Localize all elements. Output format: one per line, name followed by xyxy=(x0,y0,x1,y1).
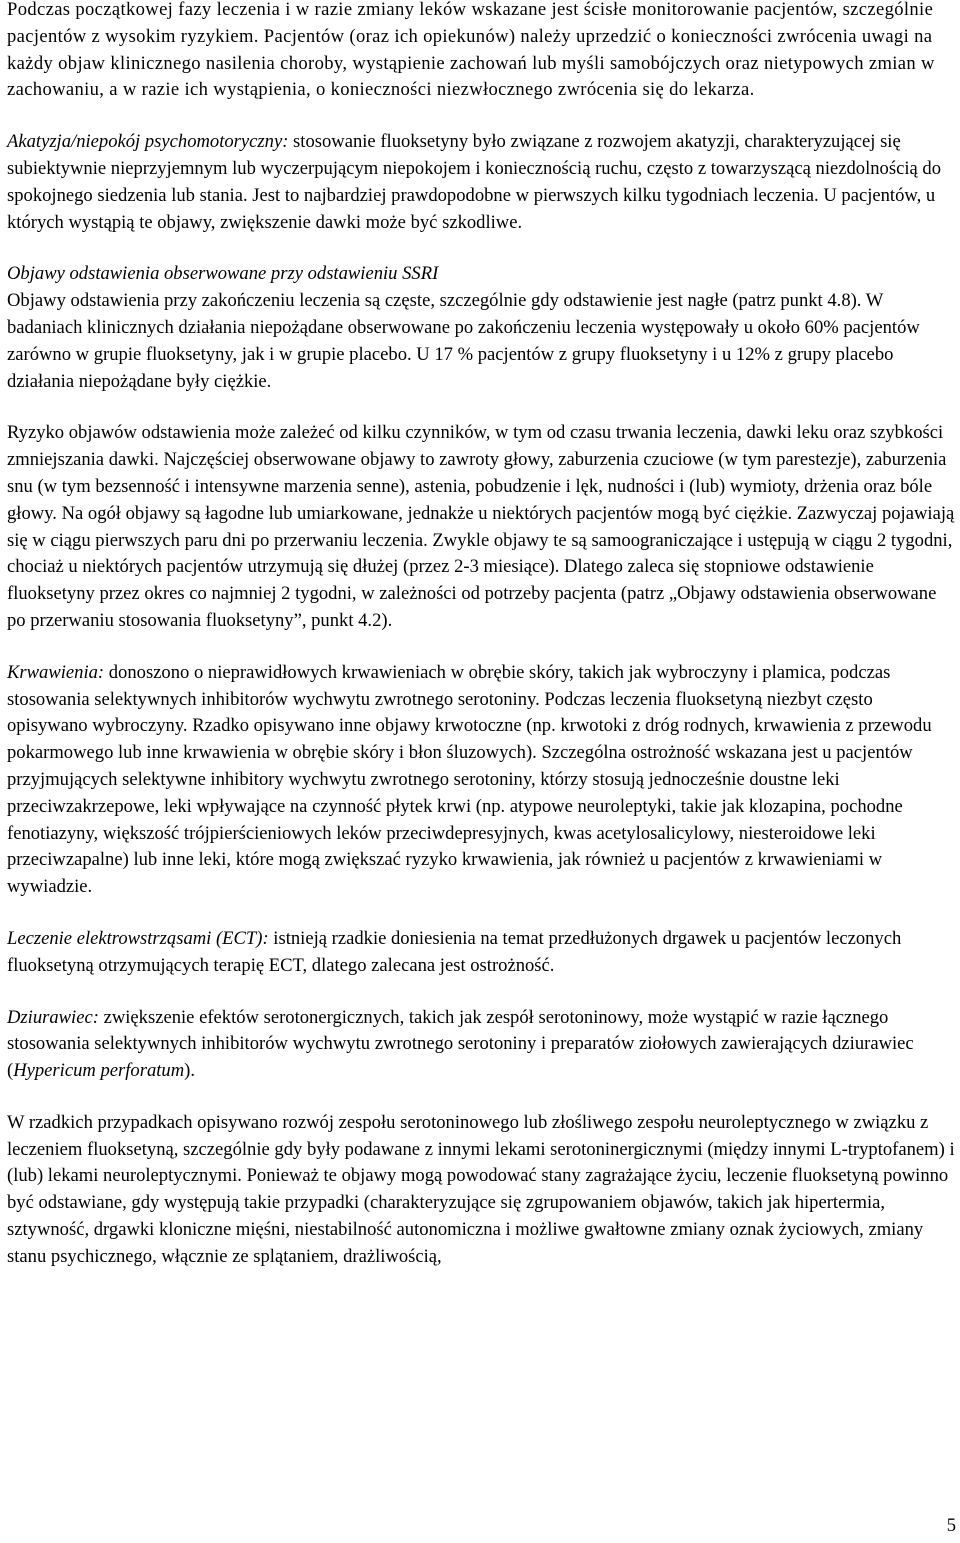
withdrawal-risk-text: Ryzyko objawów odstawienia może zależeć od kilku czynników, w tym od czasu trwania leczenia, dawki leku oraz szybkości zmniejszania dawki. Najczęściej obserwowane objawy to zawroty głowy, zaburzenia czuciowe (w tym parestezje), zaburzenia snu (w tym bezsenność i intensywne marzenia senne), astenia, pobudzenie i lęk, nudności i (lub) wymioty, drżenia oraz bóle głowy. Na ogół objawy są łagodne lub umiarkowane, jednakże u niektórych pacjentów mogą być ciężkie. Zazwyczaj pojawiają się w ciągu pierwszych paru dni po przerwaniu leczenia. Zwykle objawy te są samoograniczające i ustępują w ciągu 2 tygodni, chociaż u niektórych pacjentów utrzymują się dłużej (przez 2-3 miesiące). Dlatego zaleca się stopniowe odstawienie fluoksetyny przez okres co najmniej 2 tygodni, w zależności od potrzeby pacjenta (patrz „Objawy odstawienia obserwowane po przerwaniu stosowania fluoksetyny”, punkt 4.2). xyxy=(7,422,955,631)
ect-text: istnieją rzadkie doniesienia na temat przedłużonych drgawek u pacjentów leczonych fluoksetyną otrzymujących terapię ECT, dlatego zalecana jest ostrożność. xyxy=(7,927,902,976)
paragraph-monitoring-text: Podczas początkowej fazy leczenia i w razie zmiany leków wskazane jest ścisłe monitorowanie pacjentów, szczególnie pacjentów z wysokim ryzykiem. Pacjentów (oraz ich opiekunów) należy uprzedzić o konieczności zwrócenia uwagi na każdy objaw klinicznego nasilenia choroby, wystąpienie zachowań lub myśli samobójczych oraz nietypowych zmian w zachowaniu, a w razie ich wystąpienia, o konieczności niezwłocznego zwrócenia się do lekarza. xyxy=(7,0,935,101)
paragraph-bleeding xyxy=(7,660,955,901)
st-johns-wort-text-before: zwiększenie efektów serotonergicznych, takich jak zespół serotoninowy, może wystąpić w razie łącznego stosowania selektywnych inhibitorów wychwytu zwrotnego serotoniny i preparatów ziołowych zawierających dziurawiec ( xyxy=(7,1006,914,1082)
akathisia-text: stosowanie fluoksetyny było związane z rozwojem akatyzji, charakteryzującej się subiektywnie nieprzyjemnym lub wyczerpującym niepokojem i koniecznością ruchu, często z towarzyszącą niezdolnością do spokojnego siedzenia lub stania. Jest to najbardziej prawdopodobne w pierwszych kilku tygodniach leczenia. U pacjentów, u których wystąpią te objawy, zwiększenie dawki może być szkodliwe. xyxy=(7,131,941,233)
ect-heading: Leczenie elektrowstrząsami (ECT): xyxy=(7,927,269,949)
page-number: 5 xyxy=(946,1515,956,1536)
paragraph-withdrawal-risk xyxy=(7,420,955,634)
akathisia-heading: Akatyzja/niepokój psychomotoryczny: xyxy=(7,131,289,153)
bleeding-heading: Krwawienia: xyxy=(7,661,105,683)
paragraph-akathisia xyxy=(7,129,955,236)
st-johns-wort-heading: Dziurawiec: xyxy=(7,1006,99,1028)
document-page xyxy=(7,0,955,1296)
st-johns-wort-text-after: ). xyxy=(184,1060,195,1082)
paragraph-withdrawal-symptoms xyxy=(7,261,955,395)
bleeding-text: donoszono o nieprawidłowych krwawieniach w obrębie skóry, takich jak wybroczyny i plamica, podczas stosowania selektywnych inhibitorów wychwytu zwrotnego serotoniny. Podczas leczenia fluoksetyną niezbyt często opisywano wybroczyny. Rzadko opisywano inne objawy krwotoczne (np. krwotoki z dróg rodnych, krwawienia z przewodu pokarmowego lub inne krwawienia w obrębie skóry i błon śluzowych). Szczególna ostrożność wskazana jest u pacjentów przyjmujących selektywne inhibitory wychwytu zwrotnego serotoniny, którzy stosują jednocześnie doustne leki przeciwzakrzepowe, leki wpływające na czynność płytek krwi (np. atypowe neuroleptyki, takie jak klozapina, pochodne fenotiazyny, większość trójpierścieniowych leków przeciwdepresyjnych, kwas acetylosalicylowy, niesteroidowe leki przeciwzapalne) lub inne leki, które mogą zwiększać ryzyko krwawienia, jak również u pacjentów z krwawieniami w wywiadzie. xyxy=(7,661,932,898)
paragraph-ect xyxy=(7,926,955,980)
paragraph-serotonin-syndrome xyxy=(7,1110,955,1271)
paragraph-monitoring xyxy=(7,0,955,104)
withdrawal-text: Objawy odstawienia przy zakończeniu leczenia są częste, szczególnie gdy odstawienie jest nagłe (patrz punkt 4.8). W badaniach klinicznych działania niepożądane obserwowane po zakończeniu leczenia występowały u około 60% pacjentów zarówno w grupie fluoksetyny, jak i w grupie placebo. U 17 % pacjentów z grupy fluoksetyny i u 12% z grupy placebo działania niepożądane były ciężkie. xyxy=(7,290,920,392)
hypericum-perforatum-name: Hypericum perforatum xyxy=(13,1060,185,1082)
withdrawal-heading: Objawy odstawienia obserwowane przy odstawieniu SSRI xyxy=(7,263,439,285)
serotonin-syndrome-text: W rzadkich przypadkach opisywano rozwój zespołu serotoninowego lub złośliwego zespołu neuroleptycznego w związku z leczeniem fluoksetyną, szczególnie gdy były podawane z innymi lekami serotoninergicznymi (między innymi L-tryptofanem) i (lub) lekami neuroleptycznymi. Ponieważ te objawy mogą powodować stany zagrażające życiu, leczenie fluoksetyną powinno być odstawiane, gdy występują takie przypadki (charakteryzujące się zgrupowaniem objawów, takich jak hipertermia, sztywność, drgawki kloniczne mięśni, niestabilność autonomiczna i możliwe gwałtowne zmiany oznak życiowych, zmiany stanu psychicznego, włącznie ze splątaniem, drażliwością, xyxy=(7,1111,955,1267)
paragraph-st-johns-wort xyxy=(7,1005,955,1085)
